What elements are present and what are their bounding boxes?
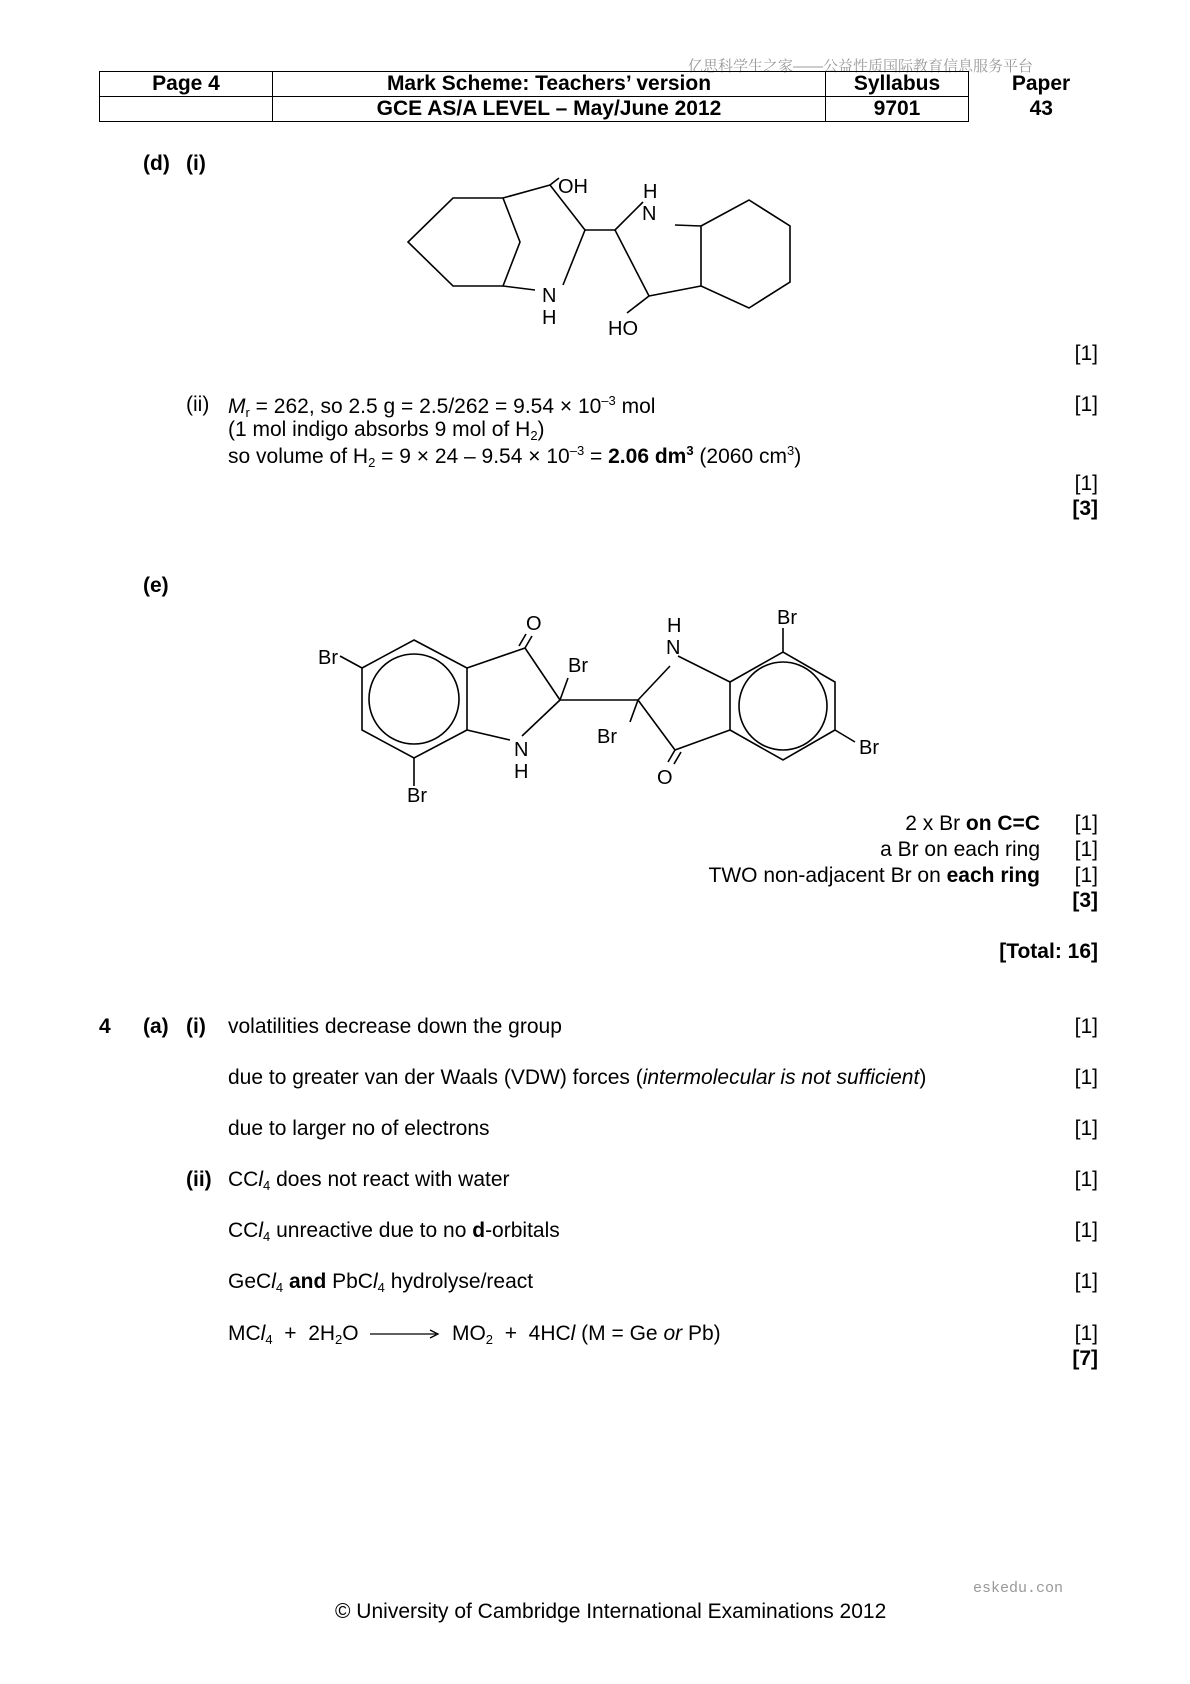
d-label-h-bottom: H [542, 307, 557, 329]
e-label-br3: Br [777, 607, 797, 629]
d-total: [3] [1072, 497, 1098, 520]
q4-ii2-rest2: -orbitals [485, 1219, 560, 1242]
q4-eq-or: or [663, 1322, 683, 1345]
d-ii-l3-sub: 2 [368, 455, 376, 470]
e-c2-mark: [1] [1074, 838, 1098, 861]
q4-ii-line3 [228, 1270, 533, 1295]
header-exam: GCE AS/A LEVEL – May/June 2012 [273, 97, 826, 122]
d-structure-diagram [395, 170, 815, 345]
q4-ii1-n: 4 [263, 1178, 271, 1193]
e-label-o1: O [526, 613, 542, 635]
e-structure-diagram [300, 588, 900, 813]
d-ii-l3-paren: (2060 cm [693, 445, 787, 468]
q4-eq-tail2: Pb) [682, 1322, 721, 1345]
q4-eq-tail1: (M = Ge [575, 1322, 664, 1345]
page-blank [100, 97, 273, 122]
q4-eq-bend: O [342, 1322, 359, 1345]
e-part-label: (e) [143, 574, 169, 597]
q4-ii-mark1: [1] [1074, 1168, 1098, 1191]
q4-ii1-rest: does not react with water [270, 1168, 510, 1191]
d-label-h-top: H [643, 181, 658, 203]
d-ii-mark-1: [1] [1074, 393, 1098, 416]
d-ii-l3-paren-end: ) [794, 445, 802, 468]
q4-eq-plus1: + [284, 1322, 297, 1345]
q4-i-mark1: [1] [1074, 1015, 1098, 1038]
syllabus-value: 9701 [826, 97, 969, 122]
d-sub-i-label: (i) [186, 152, 206, 175]
q4-eq-l: l [260, 1322, 266, 1345]
d-ii-mark-2: [1] [1074, 472, 1098, 495]
e-label-br5: Br [859, 737, 879, 759]
q4-ii2-a: CC [228, 1219, 259, 1242]
d-ii-l1-unit: mol [615, 395, 656, 418]
header-table [99, 71, 1114, 122]
e-structure-bonds [340, 628, 855, 786]
q4-ii-line1 [228, 1168, 510, 1193]
d-ii-mr-sub: r [245, 405, 250, 420]
e-label-br1: Br [318, 647, 338, 669]
e-total: [3] [1072, 889, 1098, 912]
q4-ii3-and: and [288, 1270, 327, 1293]
d-sub-ii-label: (ii) [186, 393, 210, 416]
d-label-n-bottom: N [542, 285, 557, 307]
q4-ii2-rest1: unreactive due to no [270, 1219, 473, 1242]
d-ii-l3-text: so volume of H [228, 445, 369, 468]
e-c3-bold: each ring [946, 864, 1040, 887]
q4-part-a: (a) [143, 1015, 169, 1038]
q4-i-line2 [228, 1066, 926, 1090]
q4-number: 4 [99, 1015, 111, 1038]
e-label-o2: O [657, 767, 673, 789]
d-ii-l3-exp: –3 [569, 443, 585, 458]
e-label-n1: N [666, 637, 681, 659]
reaction-arrow-icon [370, 1328, 440, 1340]
paper-label: Paper [1011, 72, 1071, 95]
e-criterion-2: a Br on each ring [880, 838, 1040, 861]
q4-ii2-bold: d [472, 1219, 486, 1242]
q4-ii3-rest: hydrolyse/react [384, 1270, 534, 1293]
e-c3-mark: [1] [1074, 864, 1098, 887]
q4-ii2-l: l [258, 1219, 264, 1242]
q4-sub-ii: (ii) [186, 1168, 212, 1191]
q4-eq-c: MO [451, 1322, 486, 1345]
header-title: Mark Scheme: Teachers’ version [273, 72, 826, 97]
q4-ii-line2 [228, 1219, 560, 1244]
q4-ii-mark4: [1] [1074, 1322, 1098, 1345]
q4-i-line3: due to larger no of electrons [228, 1117, 490, 1140]
d-i-mark: [1] [1074, 342, 1098, 365]
d-ii-l2-sub: 2 [530, 428, 538, 443]
e-label-h2: H [514, 761, 529, 783]
q4-i-l2-ital: intermolecular is not sufficient [642, 1066, 920, 1089]
syllabus-label: Syllabus [826, 72, 969, 97]
q4-i-l2-pre: due to greater van der Waals (VDW) forces ( [228, 1066, 643, 1089]
q4-ii2-n: 4 [263, 1229, 271, 1244]
q4-ii3-a: GeC [228, 1270, 272, 1293]
q4-ii3-b: PbC [332, 1270, 373, 1293]
watermark-bottom: eskedu.con [973, 1580, 1064, 1597]
watermark-top: 亿思科学生之家——公益性质国际教育信息服务平台 [688, 58, 1034, 75]
q4-total: [7] [1072, 1347, 1098, 1370]
e-c1-mark: [1] [1074, 812, 1098, 835]
e-label-n2: N [514, 739, 529, 761]
d-ii-l2-text: (1 mol indigo absorbs 9 mol of H [228, 418, 531, 441]
d-ii-mr: M [228, 395, 246, 418]
q4-eq-d: 4HC [528, 1322, 571, 1345]
d-structure-bonds [408, 178, 790, 313]
e-label-h1: H [667, 615, 682, 637]
q4-ii-equation [228, 1322, 721, 1347]
q4-eq-dl: l [570, 1322, 576, 1345]
q4-i-line1: volatilities decrease down the group [228, 1015, 562, 1038]
d-part-label: (d) [143, 152, 170, 175]
q4-i-mark3: [1] [1074, 1117, 1098, 1140]
e-criterion-1 [905, 812, 1040, 836]
e-label-br6: Br [407, 785, 427, 807]
q4-eq-b: 2H [308, 1322, 336, 1345]
d-label-n-top: N [642, 203, 657, 225]
q4-eq-plus2: + [504, 1322, 517, 1345]
q4-ii3-l2: l [372, 1270, 378, 1293]
q4-ii1-l: l [258, 1168, 264, 1191]
e-c1-bold: on C=C [965, 812, 1040, 835]
q4-ii-mark2: [1] [1074, 1219, 1098, 1242]
page-number: Page 4 [100, 72, 273, 97]
d-ii-answer-sup: 3 [686, 443, 694, 458]
q4-eq-csub: 2 [485, 1332, 494, 1347]
footer-copyright: © University of Cambridge International Examinations 2012 [335, 1600, 887, 1623]
q4-i-mark2: [1] [1074, 1066, 1098, 1089]
d-ii-answer: 2.06 dm [608, 445, 687, 468]
d-ii-line3 [228, 443, 801, 470]
q4-eq-bsub: 2 [335, 1332, 343, 1347]
q4-eq-a: MC [228, 1322, 261, 1345]
e-label-br2: Br [568, 655, 588, 677]
e-criterion-3 [709, 864, 1040, 888]
d-ii-l1-exp: –3 [601, 393, 616, 408]
q4-sub-i: (i) [186, 1015, 206, 1038]
grand-total: [Total: 16] [999, 940, 1098, 963]
d-label-oh-top: OH [558, 176, 588, 198]
d-ii-l3-paren-sup: 3 [786, 443, 795, 458]
d-ii-l3-mid: = 9 × 24 – 9.54 × 10 [375, 445, 570, 468]
q4-ii3-n: 4 [275, 1280, 284, 1295]
e-c3-pre: TWO non-adjacent Br on [708, 864, 947, 887]
q4-ii1-a: CC [228, 1168, 259, 1191]
d-ii-l1-text: = 262, so 2.5 g = 2.5/262 = 9.54 × 10 [249, 395, 602, 418]
e-label-br4: Br [597, 726, 617, 748]
q4-ii3-n2: 4 [377, 1280, 385, 1295]
d-ii-l2-end: ) [537, 418, 545, 441]
q4-ii3-l: l [271, 1270, 276, 1293]
d-ii-l3-eq: = [584, 445, 609, 468]
d-ii-line1 [228, 393, 655, 420]
q4-ii-mark3: [1] [1074, 1270, 1098, 1293]
paper-value: 43 [1029, 97, 1053, 120]
d-ii-line2 [228, 418, 545, 443]
e-c1-pre: 2 x Br [905, 812, 966, 835]
q4-eq-n: 4 [265, 1332, 273, 1347]
d-label-ho-bottom: HO [608, 318, 638, 340]
q4-i-l2-post: ) [919, 1066, 927, 1089]
